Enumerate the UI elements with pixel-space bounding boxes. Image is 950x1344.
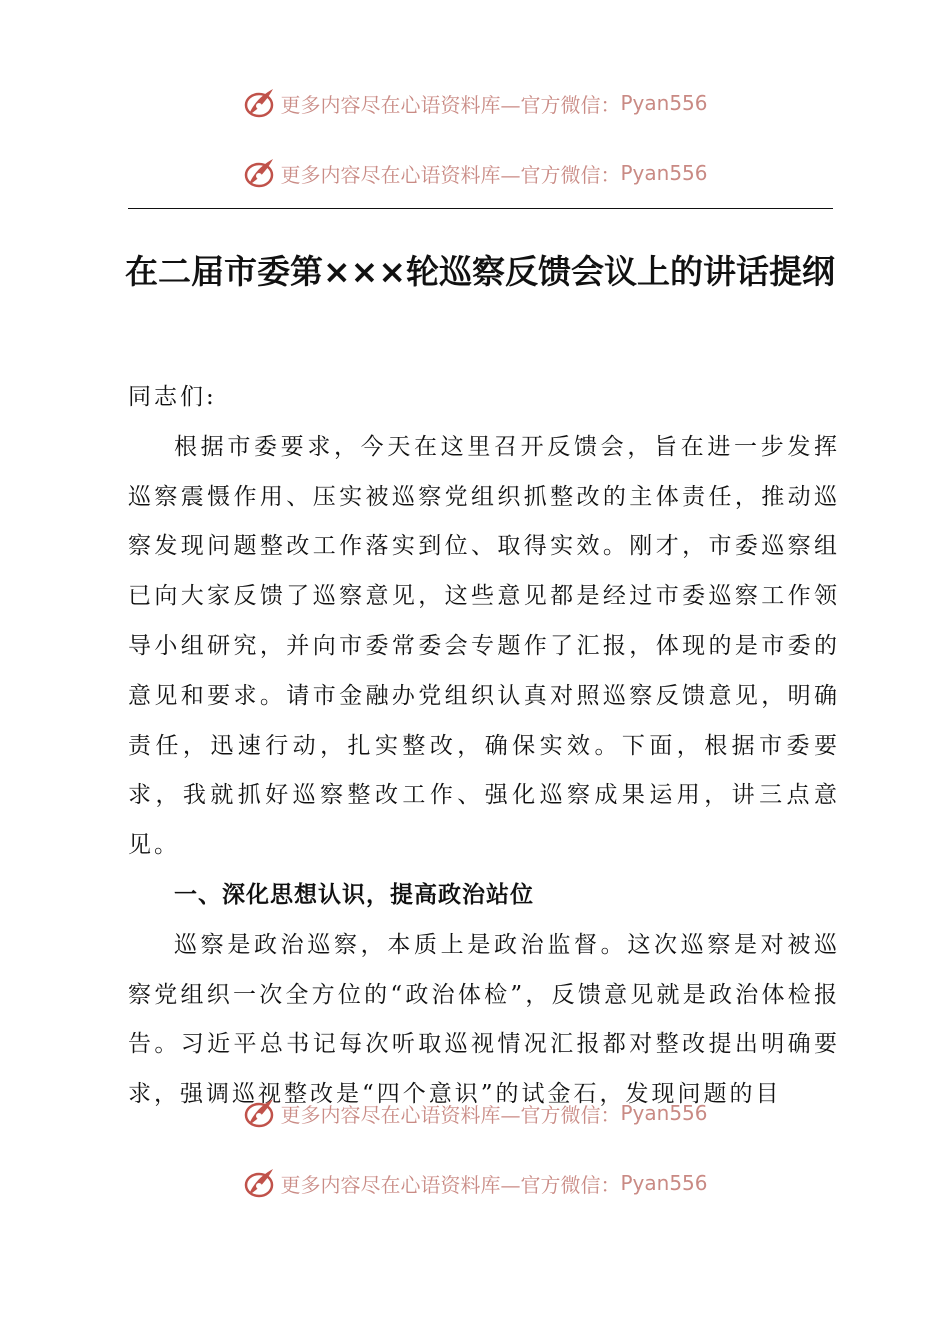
watermark-banner-bottom-2 xyxy=(0,1163,950,1203)
paragraph: 根据市委要求，今天在这里召开反馈会，旨在进一步发挥巡察震慑作用、压实被巡察党组织抓整改的主体责任，推动巡察发现问题整改工作落实到位、取得实效。刚才，市委巡察组已向大家反馈了巡察意见，这些意见都是经过市委巡察工作领导小组研究，并向市委常委会专题作了汇报，体现的是市委的意见和要求。请市金融办党组织认真对照巡察反馈意见，明确责任，迅速行动，扎实整改，确保实效。下面，根据市委要求，我就抓好巡察整改工作、强化巡察成果运用，讲三点意见。 xyxy=(128,433,840,859)
quill-logo-icon xyxy=(242,1166,276,1200)
watermark-banner-top-2 xyxy=(0,153,950,193)
watermark-contact-text: Pyan556 xyxy=(620,91,708,115)
watermark-contact-text: Pyan556 xyxy=(620,1171,708,1195)
watermark-brand-text: 更多内容尽在心语资料库—官方微信： xyxy=(280,1102,621,1127)
document-body xyxy=(128,373,840,1120)
watermark-banner-bottom-1 xyxy=(0,1093,950,1133)
watermark-contact-text: Pyan556 xyxy=(620,161,708,185)
watermark-brand-text: 更多内容尽在心语资料库—官方微信： xyxy=(280,92,621,117)
header-divider xyxy=(128,208,833,209)
watermark-contact-text: Pyan556 xyxy=(620,1101,708,1125)
paragraph: 巡察是政治巡察，本质上是政治监督。这次巡察是对被巡察党组织一次全方位的“政治体检”，反馈意见就是政治体检报告。习近平总书记每次听取巡视情况汇报都对整改提出明确要求，强调巡视整改是“四个意识”的试金石，发现问题的目 xyxy=(128,931,840,1108)
quill-logo-icon xyxy=(242,86,276,120)
document-title: 在二届市委第×××轮巡察反馈会议上的讲话提纲 xyxy=(125,252,835,291)
watermark-banner-top-1 xyxy=(0,83,950,123)
quill-logo-icon xyxy=(242,1096,276,1130)
watermark-brand-text: 更多内容尽在心语资料库—官方微信： xyxy=(280,162,621,187)
salutation: 同志们: xyxy=(128,384,217,410)
section-heading: 一、深化思想认识，提高政治站位 xyxy=(174,881,534,908)
quill-logo-icon xyxy=(242,156,276,190)
watermark-brand-text: 更多内容尽在心语资料库—官方微信： xyxy=(280,1172,621,1197)
